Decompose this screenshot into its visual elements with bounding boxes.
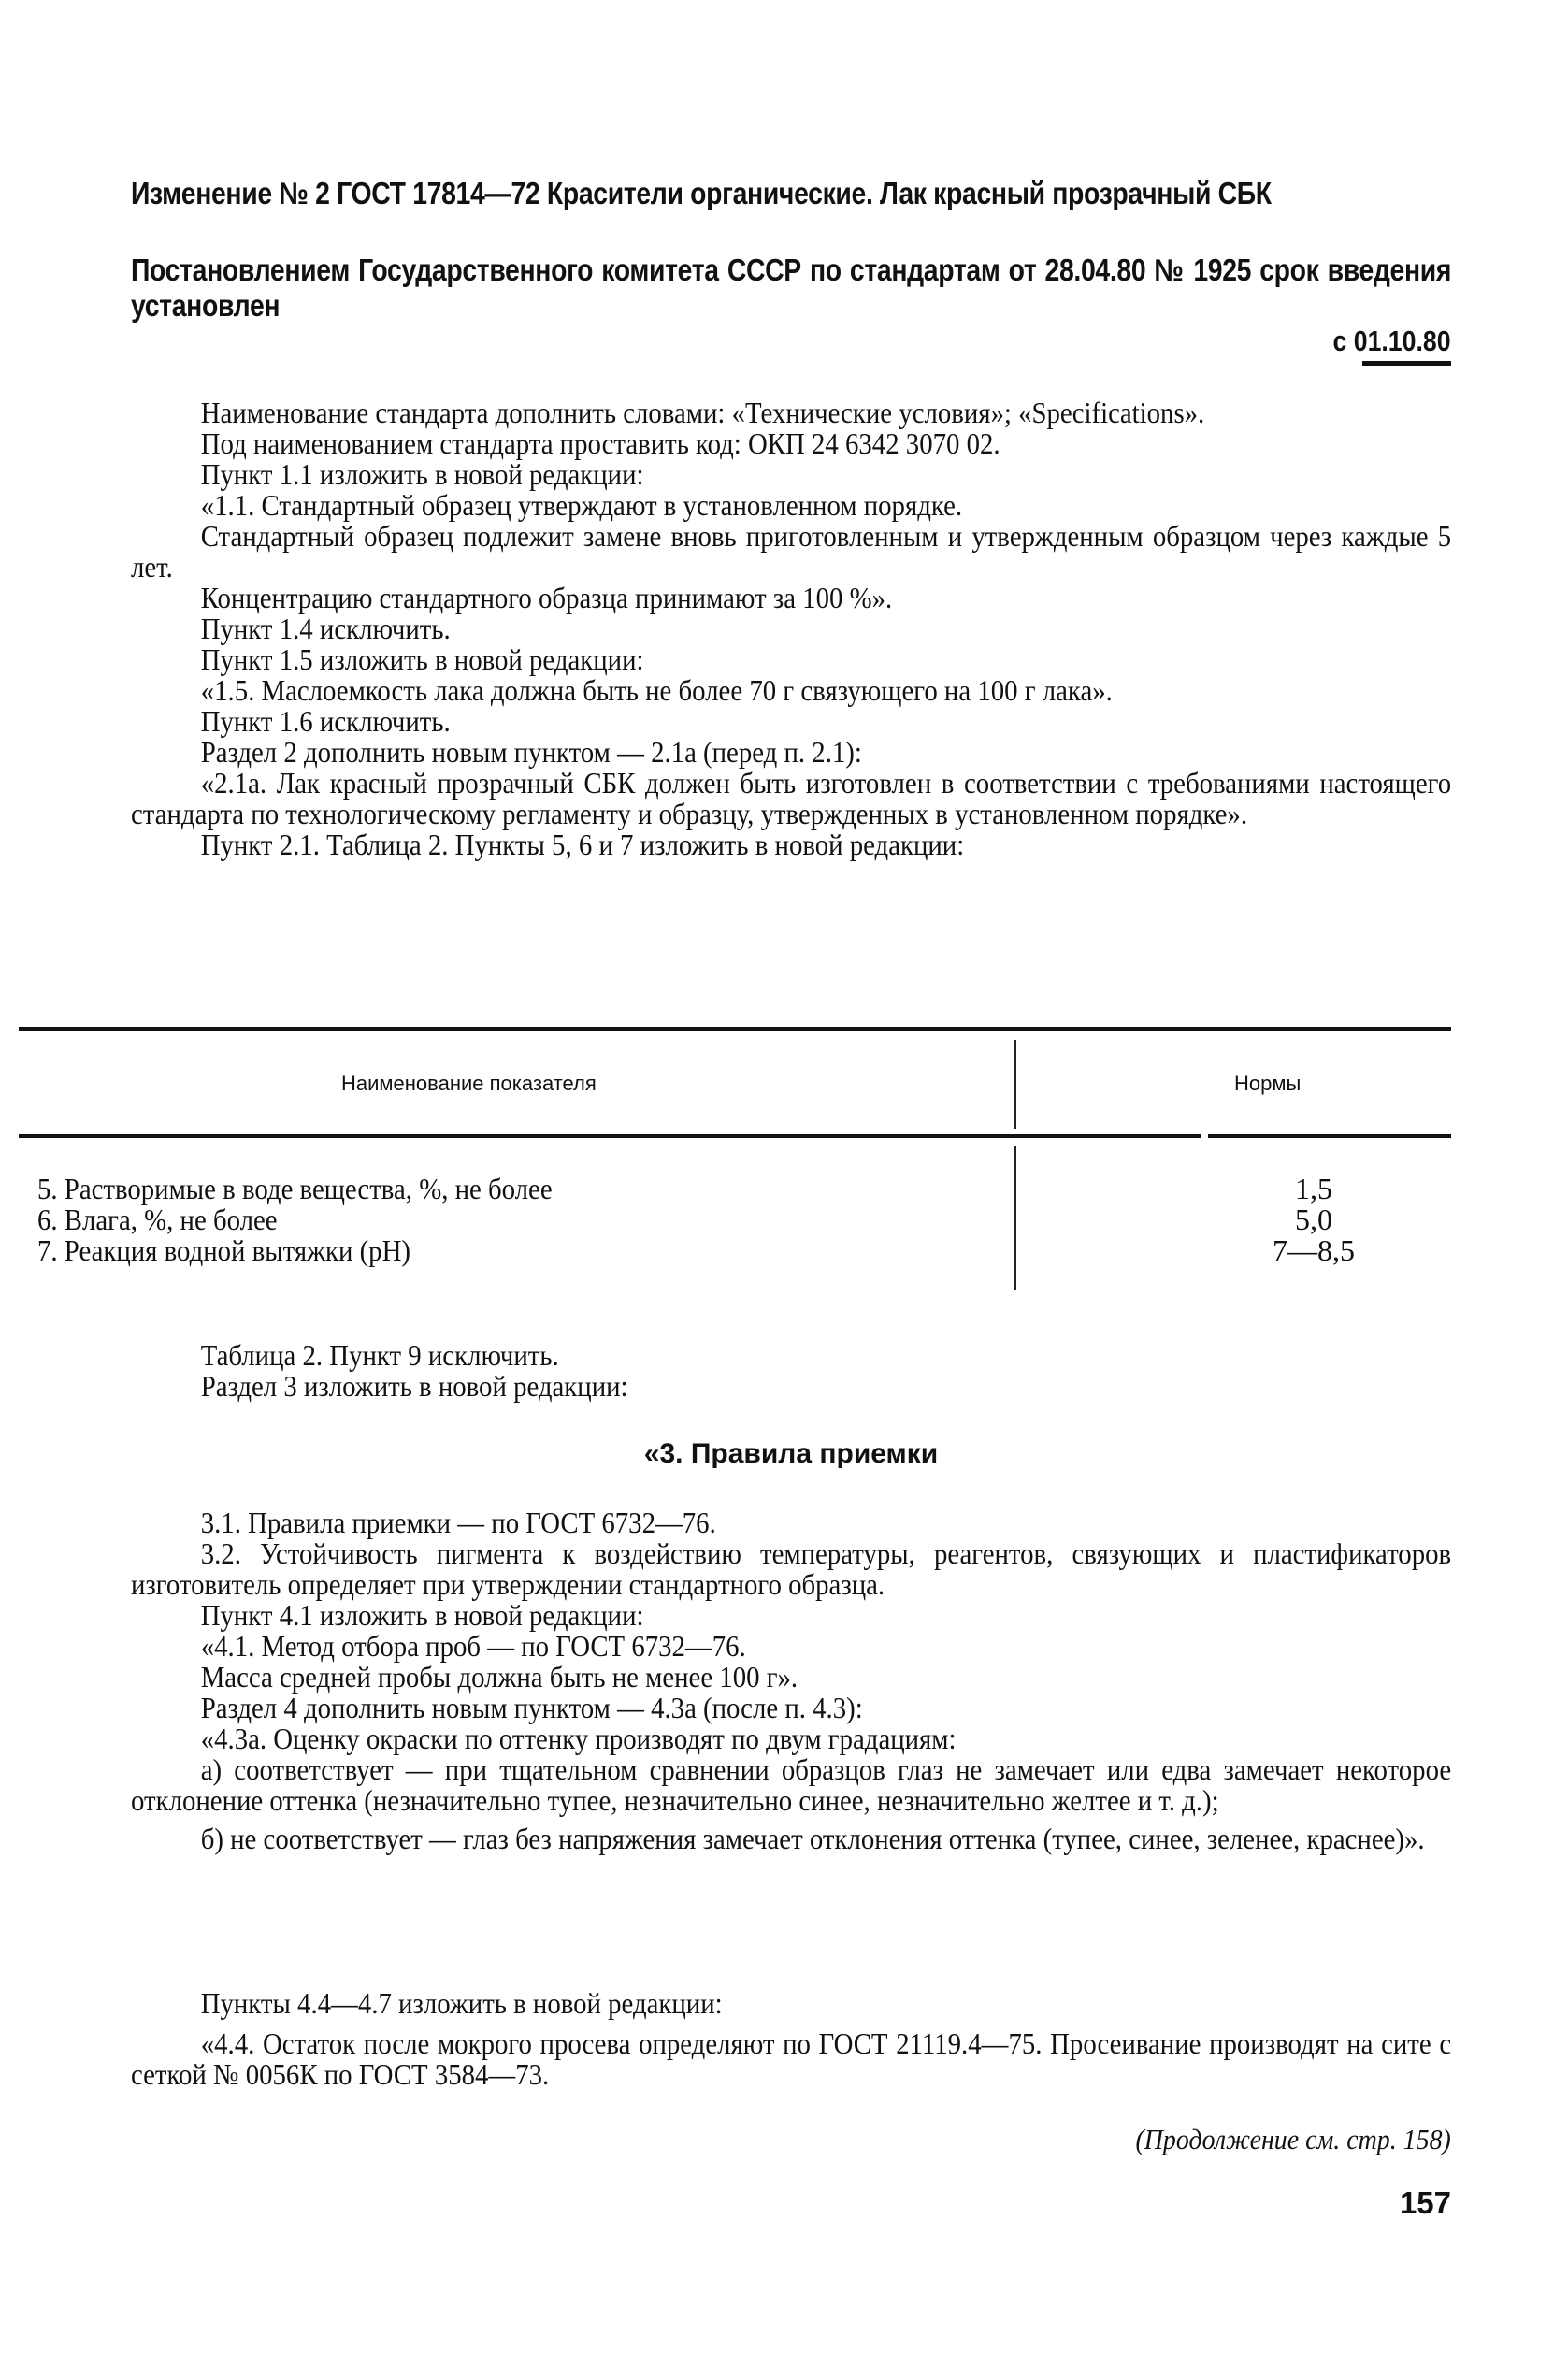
paragraph: «4.3а. Оценку окраски по оттенку производят по двум градациям: xyxy=(200,1722,957,1755)
paragraph: Пункт 1.4 исключить. xyxy=(200,612,451,645)
body-section-1 xyxy=(131,397,1451,860)
paragraph: «4.4. Остаток после мокрого просева определяют по ГОСТ 21119.4—75. Просеивание производят на сите с сеткой № 0056К по ГОСТ 3584—73. xyxy=(131,2026,1452,2091)
paragraph: Пункт 2.1. Таблица 2. Пункты 5, 6 и 7 изложить в новой редакции: xyxy=(200,828,965,861)
decree-line: Постановлением Государственного комитета СССР по стандартам от 28.04.80 № 1925 срок введения установлен xyxy=(131,252,1452,323)
paragraph: б) не соответствует — глаз без напряжения замечает отклонения оттенка (тупее, синее, зеленее, краснее)». xyxy=(200,1822,1425,1855)
paragraph: Стандартный образец подлежит замене вновь приготовленным и утвержденным образцом через каждые 5 лет. xyxy=(131,519,1452,584)
paragraph: Раздел 3 изложить в новой редакции: xyxy=(200,1369,628,1403)
paragraph: «1.1. Стандартный образец утверждают в установленном порядке. xyxy=(200,488,963,522)
paragraph: Пункт 1.5 изложить в новой редакции: xyxy=(200,642,644,676)
effective-date: с 01.10.80 xyxy=(1332,324,1451,357)
table-header-rule xyxy=(19,1134,1201,1138)
table-row-value: 7—8,5 xyxy=(1273,1233,1355,1267)
table-header-norms: Нормы xyxy=(1234,1072,1302,1095)
continuation-note: (Продолжение см. стр. 158) xyxy=(1135,2123,1451,2155)
body-section-4 xyxy=(131,1988,1451,2090)
table-header-rule-right xyxy=(1208,1134,1451,1138)
page-number: 157 xyxy=(1399,2185,1451,2220)
paragraph: Пункт 1.1 изложить в новой редакции: xyxy=(200,457,644,491)
table-body-divider xyxy=(1014,1146,1016,1290)
paragraph: Пункты 4.4—4.7 изложить в новой редакции: xyxy=(200,1986,723,2020)
table-header-divider xyxy=(1014,1040,1016,1129)
table-row-value: 1,5 xyxy=(1295,1172,1332,1205)
paragraph: а) соответствует — при тщательном сравнении образцов глаз не замечает или едва замечает некоторое отклонение оттенка (незначительно тупее, незначительно синее, незначительно желтее и т. д.); xyxy=(131,1752,1452,1817)
paragraph: Концентрацию стандартного образца принимают за 100 %». xyxy=(200,581,893,614)
paragraph: «1.5. Маслоемкость лака должна быть не более 70 г связующего на 100 г лака». xyxy=(200,673,1113,707)
date-underline xyxy=(1362,361,1451,366)
paragraph: «2.1а. Лак красный прозрачный СБК должен быть изготовлен в соответствии с требованиями настоящего стандарта по технологическому регламенту и образцу, утвержденных в установленном порядке». xyxy=(131,766,1452,830)
paragraph: 3.2. Устойчивость пигмента к воздействию температуры, реагентов, связующих и пластификаторов изготовитель определяет при утверждении стандартного образца. xyxy=(131,1536,1452,1601)
document-title: Изменение № 2 ГОСТ 17814—72 Красители органические. Лак красный прозрачный СБК xyxy=(131,176,1272,210)
paragraph: Пункт 4.1 изложить в новой редакции: xyxy=(200,1598,644,1632)
paragraph: 3.1. Правила приемки — по ГОСТ 6732—76. xyxy=(200,1506,716,1539)
paragraph: Раздел 2 дополнить новым пунктом — 2.1а (перед п. 2.1): xyxy=(200,735,862,769)
paragraph: Наименование стандарта дополнить словами: «Технические условия»; «Specifications». xyxy=(200,396,1205,429)
paragraph: Таблица 2. Пункт 9 исключить. xyxy=(200,1338,559,1372)
table-row-value: 5,0 xyxy=(1295,1203,1332,1236)
table-row-name: 5. Растворимые в воде вещества, %, не более xyxy=(37,1172,553,1205)
paragraph: Раздел 4 дополнить новым пунктом — 4.3а (после п. 4.3): xyxy=(200,1691,863,1724)
body-section-3 xyxy=(131,1507,1451,1854)
paragraph: «4.1. Метод отбора проб — по ГОСТ 6732—76. xyxy=(200,1629,746,1663)
table-top-rule xyxy=(19,1027,1451,1031)
paragraph: Под наименованием стандарта проставить код: ОКП 24 6342 3070 02. xyxy=(200,426,1000,460)
body-section-2 xyxy=(131,1340,1451,1402)
paragraph: Масса средней пробы должна быть не менее 100 г». xyxy=(200,1660,798,1694)
paragraph: Пункт 1.6 исключить. xyxy=(200,704,451,738)
section-title: «3. Правила приемки xyxy=(643,1438,939,1469)
table-header-name: Наименование показателя xyxy=(341,1072,597,1095)
table-row-name: 6. Влага, %, не более xyxy=(37,1203,278,1236)
table-row-name: 7. Реакция водной вытяжки (pH) xyxy=(37,1233,410,1267)
